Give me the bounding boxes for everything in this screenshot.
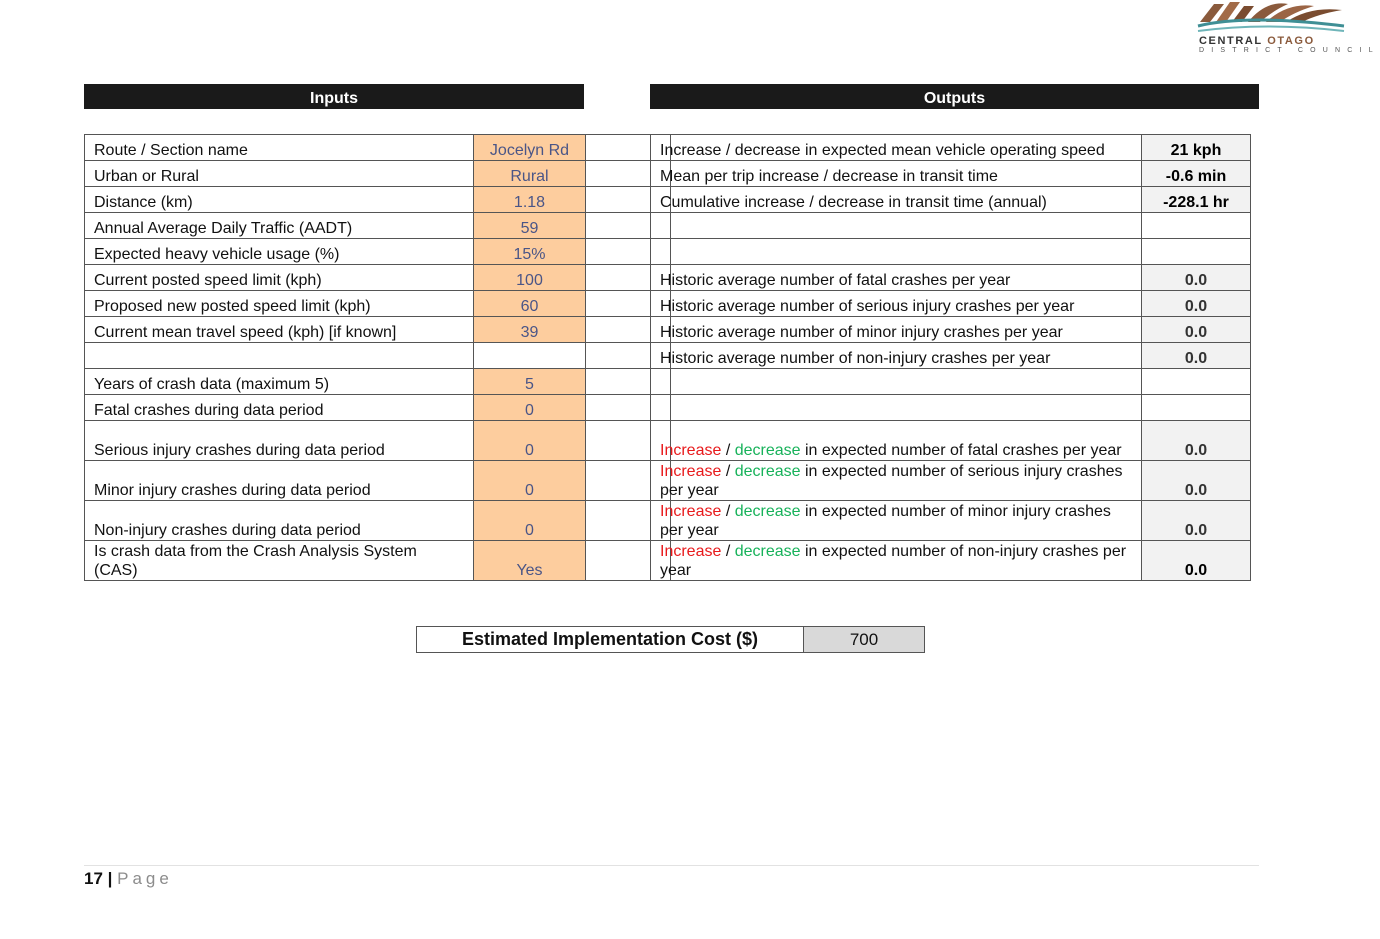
input-value[interactable]: 0 — [474, 501, 586, 541]
output-value: 0.0 — [1142, 541, 1251, 581]
table-row — [85, 421, 671, 461]
input-value[interactable]: Yes — [474, 541, 586, 581]
table-row — [85, 343, 671, 369]
table-row — [85, 317, 671, 343]
table-row — [85, 239, 671, 265]
output-value: 21 kph — [1142, 135, 1251, 161]
output-label: Increase / decrease in expected mean vehicle operating speed — [651, 135, 1142, 161]
output-label: Increase / decrease in expected number of non-injury crashes per year — [651, 541, 1142, 581]
input-value[interactable]: 59 — [474, 213, 586, 239]
input-label: Distance (km) — [85, 187, 474, 213]
table-row — [651, 317, 1251, 343]
table-row — [85, 161, 671, 187]
page-word: Page — [117, 869, 173, 888]
table-row — [651, 291, 1251, 317]
input-label: Serious injury crashes during data period — [85, 421, 474, 461]
output-label — [651, 369, 1142, 395]
input-value[interactable]: 60 — [474, 291, 586, 317]
input-value[interactable]: Jocelyn Rd — [474, 135, 586, 161]
input-label: Years of crash data (maximum 5) — [85, 369, 474, 395]
logo-wordmark: CENTRAL OTAGO — [1199, 35, 1315, 47]
input-value[interactable]: 1.18 — [474, 187, 586, 213]
increase-word: Increase — [660, 463, 722, 480]
output-label — [651, 395, 1142, 421]
output-value: 0.0 — [1142, 421, 1251, 461]
output-value: -0.6 min — [1142, 161, 1251, 187]
output-label — [651, 213, 1142, 239]
table-row — [85, 135, 671, 161]
input-label: Minor injury crashes during data period — [85, 461, 474, 501]
output-label — [651, 239, 1142, 265]
output-value: 0.0 — [1142, 317, 1251, 343]
table-row — [651, 421, 1251, 461]
output-value: 0.0 — [1142, 265, 1251, 291]
output-label: Historic average number of fatal crashes per year — [651, 265, 1142, 291]
table-row — [651, 265, 1251, 291]
table-row — [651, 187, 1251, 213]
table-row — [651, 395, 1251, 421]
increase-word: Increase — [660, 503, 722, 520]
output-label: Cumulative increase / decrease in transit time (annual) — [651, 187, 1142, 213]
cost-label: Estimated Implementation Cost ($) — [417, 627, 804, 653]
output-value: 0.0 — [1142, 291, 1251, 317]
page-number: 17 — [84, 869, 103, 888]
table-row — [85, 291, 671, 317]
output-value — [1142, 213, 1251, 239]
output-value — [1142, 395, 1251, 421]
logo-subtitle: DISTRICT COUNCIL — [1199, 47, 1380, 54]
output-label: Increase / decrease in expected number of serious injury crashes per year — [651, 461, 1142, 501]
output-value: 0.0 — [1142, 501, 1251, 541]
table-row — [651, 541, 1251, 581]
decrease-word: decrease — [734, 543, 801, 560]
table-row — [651, 501, 1251, 541]
output-value: 0.0 — [1142, 461, 1251, 501]
cost-value[interactable]: 700 — [804, 627, 925, 653]
input-value[interactable]: 39 — [474, 317, 586, 343]
footer-divider — [84, 865, 1259, 866]
output-label: Mean per trip increase / decrease in transit time — [651, 161, 1142, 187]
table-row — [651, 135, 1251, 161]
cost-table — [416, 626, 925, 653]
table-row — [85, 461, 671, 501]
input-value[interactable]: Rural — [474, 161, 586, 187]
decrease-word: decrease — [734, 503, 801, 520]
page-footer: 17 | Page — [84, 869, 173, 888]
inputs-table — [84, 134, 671, 581]
input-label: Expected heavy vehicle usage (%) — [85, 239, 474, 265]
input-value[interactable]: 100 — [474, 265, 586, 291]
input-label: Fatal crashes during data period — [85, 395, 474, 421]
table-row — [85, 265, 671, 291]
outputs-header: Outputs — [650, 84, 1259, 109]
table-row — [651, 161, 1251, 187]
table-row — [85, 213, 671, 239]
input-value[interactable]: 0 — [474, 421, 586, 461]
table-row — [85, 541, 671, 581]
table-row — [651, 239, 1251, 265]
decrease-word: decrease — [734, 442, 801, 459]
table-row — [85, 187, 671, 213]
output-label: Increase / decrease in expected number of fatal crashes per year — [651, 421, 1142, 461]
output-value — [1142, 369, 1251, 395]
table-row — [85, 501, 671, 541]
output-value: -228.1 hr — [1142, 187, 1251, 213]
outputs-table — [650, 134, 1251, 581]
output-label: Increase / decrease in expected number of minor injury crashes per year — [651, 501, 1142, 541]
increase-word: Increase — [660, 442, 722, 459]
input-label: Annual Average Daily Traffic (AADT) — [85, 213, 474, 239]
table-row — [417, 627, 925, 653]
input-label: Is crash data from the Crash Analysis System (CAS) — [85, 541, 474, 581]
output-label: Historic average number of non-injury crashes per year — [651, 343, 1142, 369]
input-value — [474, 343, 586, 369]
table-row — [651, 213, 1251, 239]
input-value[interactable]: 0 — [474, 461, 586, 501]
decrease-word: decrease — [734, 463, 801, 480]
input-value[interactable]: 15% — [474, 239, 586, 265]
input-value[interactable]: 0 — [474, 395, 586, 421]
input-value[interactable]: 5 — [474, 369, 586, 395]
input-label: Urban or Rural — [85, 161, 474, 187]
table-row — [651, 369, 1251, 395]
input-label: Current mean travel speed (kph) [if known] — [85, 317, 474, 343]
output-label: Historic average number of serious injury crashes per year — [651, 291, 1142, 317]
input-label: Proposed new posted speed limit (kph) — [85, 291, 474, 317]
input-label: Non-injury crashes during data period — [85, 501, 474, 541]
table-row — [85, 369, 671, 395]
increase-word: Increase — [660, 543, 722, 560]
input-label — [85, 343, 474, 369]
table-row — [85, 395, 671, 421]
input-label: Current posted speed limit (kph) — [85, 265, 474, 291]
input-label: Route / Section name — [85, 135, 474, 161]
output-value — [1142, 239, 1251, 265]
output-value: 0.0 — [1142, 343, 1251, 369]
table-row — [651, 461, 1251, 501]
table-row — [651, 343, 1251, 369]
output-label: Historic average number of minor injury crashes per year — [651, 317, 1142, 343]
inputs-header: Inputs — [84, 84, 584, 109]
